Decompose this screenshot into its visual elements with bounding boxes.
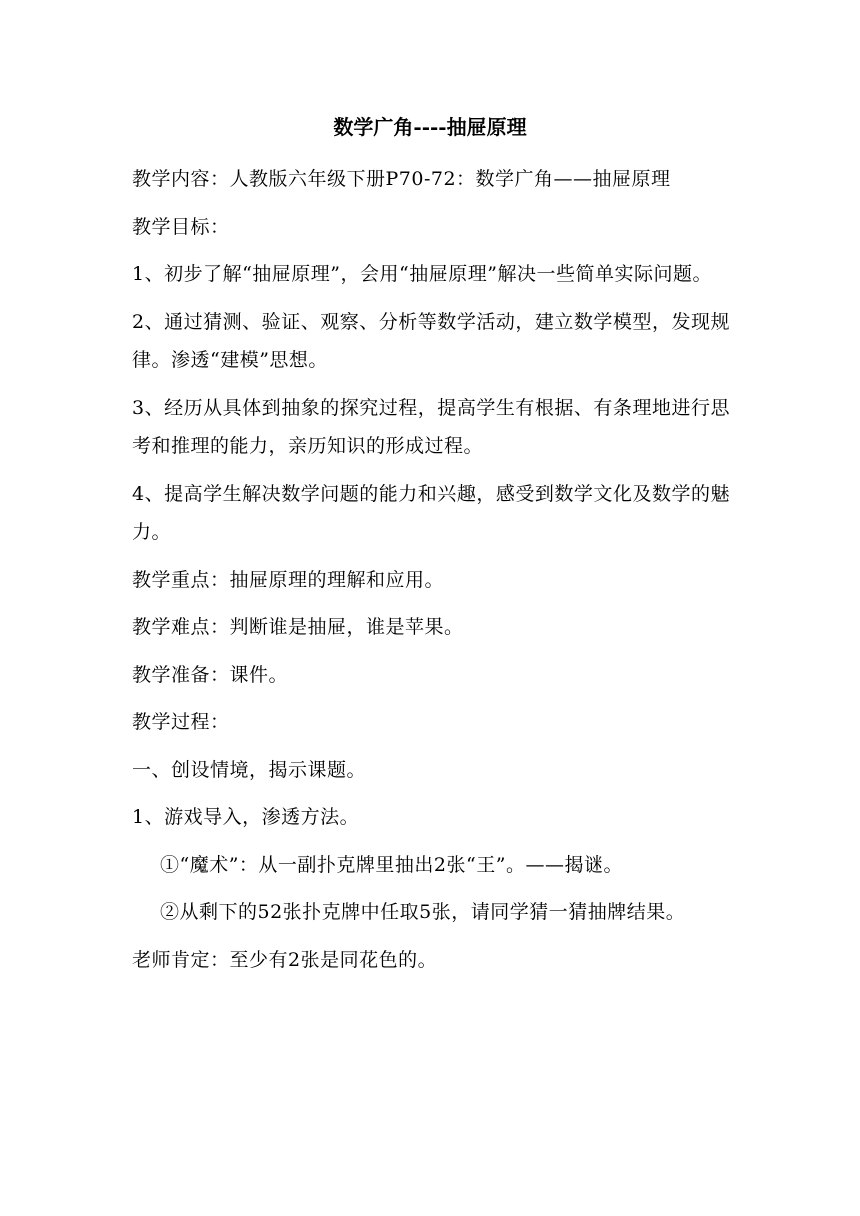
paragraph-objective-1: 1、初步了解“抽屉原理”，会用“抽屉原理”解决一些简单实际问题。 [132, 263, 712, 285]
document-body [132, 160, 730, 979]
paragraph-objective-4: 4、提高学生解决数学问题的能力和兴趣，感受到数学文化及数学的魅力。 [132, 482, 730, 543]
paragraph-difficulties: 教学难点：判断谁是抽屉，谁是苹果。 [132, 616, 464, 638]
document-title: 数学广角----抽屉原理 [333, 115, 527, 139]
paragraph-draw-cards: ②从剩下的52张扑克牌中任取5张，请同学猜一猜抽牌结果。 [160, 901, 686, 923]
paragraph-objective-3: 3、经历从具体到抽象的探究过程，提高学生有根据、有条理地进行思考和推理的能力，亲历知识的形成过程。 [132, 396, 730, 457]
paragraph-section-1: 一、创设情境，揭示课题。 [132, 758, 367, 781]
paragraph-key-points: 教学重点：抽屉原理的理解和应用。 [132, 568, 445, 591]
paragraph-step-1: 1、游戏导入，渗透方法。 [132, 806, 360, 828]
paragraph-teacher-confirm: 老师肯定：至少有2张是同花色的。 [132, 948, 438, 971]
paragraph-preparation: 教学准备：课件。 [132, 663, 289, 686]
paragraph-teaching-objectives-heading: 教学目标： [132, 215, 230, 238]
paragraph-objective-2: 2、通过猜测、验证、观察、分析等数学活动，建立数学模型，发现规律。渗透“建模”思想。 [132, 310, 730, 371]
paragraph-teaching-content: 教学内容：人教版六年级下册P70-72：数学广角——抽屉原理 [132, 168, 671, 190]
paragraph-magic-trick: ①“魔术”：从一副扑克牌里抽出2张“王”。——揭谜。 [160, 853, 623, 876]
paragraph-process-heading: 教学过程： [132, 711, 230, 733]
